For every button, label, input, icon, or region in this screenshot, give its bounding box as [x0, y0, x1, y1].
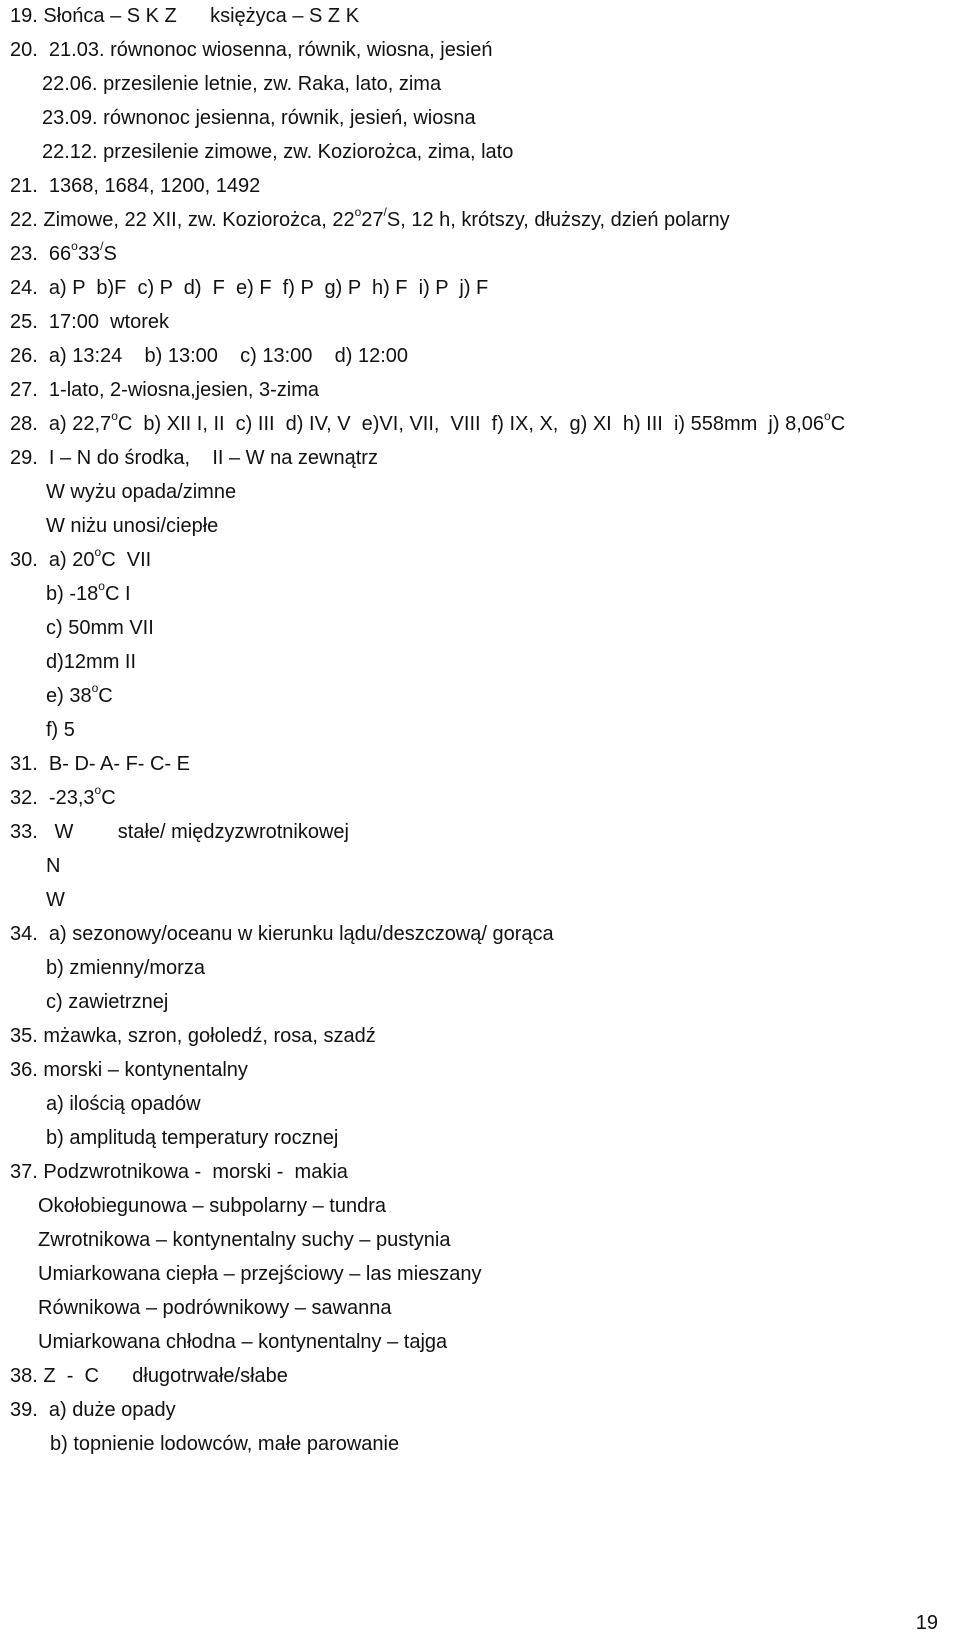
answer-30-d: d)12mm II — [46, 651, 137, 673]
degree-mark: o — [94, 545, 102, 560]
answer-27: 27. 1-lato, 2-wiosna,jesien, 3-zima — [10, 379, 320, 401]
degree-mark: o — [98, 579, 105, 594]
answer-36-b: b) amplitudą temperatury rocznej — [46, 1127, 339, 1149]
answer-36-a: a) ilością opadów — [46, 1093, 201, 1115]
answer-37: 37. Podzwrotnikowa - morski - makia — [10, 1161, 348, 1183]
answer-32-text-a: 32. -23,3 — [10, 787, 95, 809]
answer-23-text-a: 23. 66 — [10, 243, 72, 265]
answer-37-line-5: Równikowa – podrównikowy – sawanna — [38, 1297, 392, 1319]
minute-mark: / — [383, 205, 387, 220]
degree-mark: o — [71, 239, 78, 254]
minute-mark: / — [100, 239, 104, 254]
answer-28-text-b: C b) XII I, II c) III d) IV, V e)VI, VII, VIII f) IX, X, g) XI h) III i) 558mm j) 8,06 — [117, 413, 824, 435]
degree-mark: o — [91, 681, 99, 696]
answer-33-line-3: W — [46, 889, 65, 911]
answer-34-b: b) zmienny/morza — [46, 957, 205, 979]
answer-28 — [10, 409, 846, 436]
answer-38: 38. Z - C długotrwałe/słabe — [10, 1365, 288, 1387]
answer-21: 21. 1368, 1684, 1200, 1492 — [10, 175, 261, 197]
answer-34-c: c) zawietrznej — [46, 991, 169, 1013]
answer-34: 34. a) sezonowy/oceanu w kierunku lądu/deszczową/ gorąca — [10, 923, 554, 945]
answer-22-text-a: 22. Zimowe, 22 XII, zw. Koziorożca, 22 — [10, 209, 355, 231]
answer-39: 39. a) duże opady — [10, 1399, 176, 1421]
answer-30-text-b: C VII — [101, 549, 152, 571]
answer-29-line-3: W niżu unosi/ciepłe — [46, 515, 219, 537]
answer-32-text-b: C — [101, 787, 116, 809]
answer-30-c: c) 50mm VII — [46, 617, 154, 639]
answer-33: 33. W stałe/ międzyzwrotnikowej — [10, 821, 349, 843]
answer-23 — [10, 239, 117, 266]
answer-22-text-b: 27 — [361, 209, 384, 231]
answer-20-line-3: 23.09. równonoc jesienna, równik, jesień, wiosna — [42, 107, 476, 129]
answer-36: 36. morski – kontynentalny — [10, 1059, 248, 1081]
answer-28-text-c: C — [830, 413, 846, 435]
degree-mark: o — [824, 409, 831, 424]
answer-22-text-c: S, 12 h, krótszy, dłuższy, dzień polarny — [386, 209, 730, 231]
answer-30 — [10, 545, 152, 572]
answer-30-b-text-b: C I — [104, 583, 131, 605]
answer-26: 26. a) 13:24 b) 13:00 c) 13:00 d) 12:00 — [10, 345, 409, 367]
answer-32 — [10, 783, 116, 810]
answer-28-text-a: 28. a) 22,7 — [10, 413, 112, 435]
answer-29: 29. I – N do środka, II – W na zewnątrz — [10, 447, 378, 469]
answer-19: 19. Słońca – S K Z księżyca – S Z K — [10, 5, 360, 27]
answer-30-e — [46, 681, 113, 708]
answer-30-text-a: 30. a) 20 — [10, 549, 95, 571]
answer-30-f: f) 5 — [46, 719, 75, 741]
answer-30-e-text-b: C — [98, 685, 113, 707]
degree-mark: o — [354, 205, 362, 220]
answer-35: 35. mżawka, szron, gołoledź, rosa, szadź — [10, 1025, 376, 1047]
answer-30-e-text-a: e) 38 — [46, 685, 92, 707]
answer-30-b-text-a: b) -18 — [46, 583, 99, 605]
answer-30-b — [46, 579, 131, 606]
answer-37-line-2: Okołobiegunowa – subpolarny – tundra — [38, 1195, 387, 1217]
answer-22 — [10, 205, 730, 232]
answer-20-line-4: 22.12. przesilenie zimowe, zw. Koziorożca, zima, lato — [42, 141, 514, 163]
degree-mark: o — [94, 783, 102, 798]
answer-20-line-2: 22.06. przesilenie letnie, zw. Raka, lato, zima — [42, 73, 442, 95]
answer-29-line-2: W wyżu opada/zimne — [46, 481, 237, 503]
answer-23-text-b: 33 — [77, 243, 101, 265]
answer-37-line-4: Umiarkowana ciepła – przejściowy – las mieszany — [38, 1263, 482, 1285]
degree-mark: o — [111, 409, 118, 424]
answer-24: 24. a) P b)F c) P d) F e) F f) P g) P h) F i) P j) F — [10, 277, 489, 299]
answer-31: 31. B- D- A- F- C- E — [10, 753, 191, 775]
answer-37-line-6: Umiarkowana chłodna – kontynentalny – tajga — [38, 1331, 448, 1353]
answer-25: 25. 17:00 wtorek — [10, 311, 169, 333]
answer-39-b: b) topnienie lodowców, małe parowanie — [50, 1433, 400, 1455]
answer-33-line-2: N — [46, 855, 61, 877]
answer-37-line-3: Zwrotnikowa – kontynentalny suchy – pustynia — [38, 1229, 451, 1251]
page-number: 19 — [915, 1612, 938, 1634]
answer-20: 20. 21.03. równonoc wiosenna, równik, wiosna, jesień — [10, 39, 493, 61]
answer-23-text-c: S — [103, 243, 117, 265]
